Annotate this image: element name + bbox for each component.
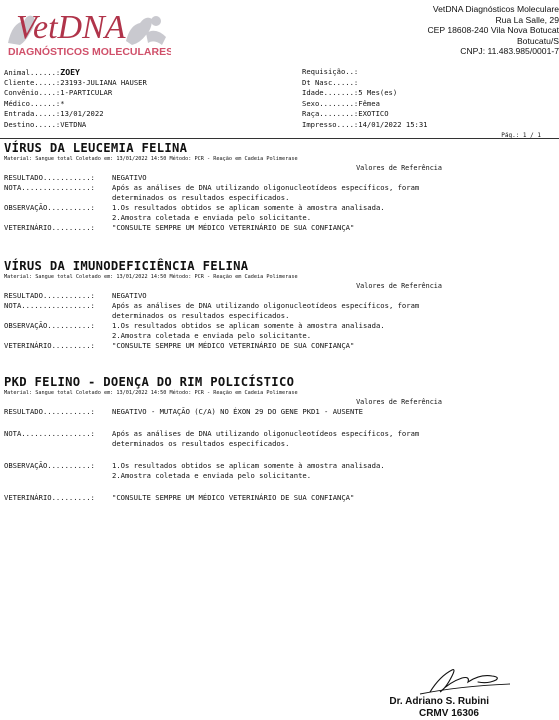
company-line: VetDNA Diagnósticos Moleculare	[432, 4, 559, 14]
section-title: VÍRUS DA LEUCEMIA FELINA	[4, 141, 188, 155]
company-line: Botucatu/S	[516, 35, 559, 46]
vetdna-logo	[6, 3, 171, 59]
patient-field-insurance: Convênio....:1-PARTICULAR	[4, 88, 113, 97]
test-section-fiv	[4, 259, 552, 351]
reference-values-label: Valores de Referência	[356, 398, 442, 406]
section-title: PKD FELINO - DOENÇA DO RIM POLICÍSTICO	[4, 375, 295, 389]
header-divider	[0, 138, 559, 139]
result-row: RESULTADO...........: NEGATIVO	[4, 291, 147, 300]
company-info	[427, 4, 559, 57]
test-section-pkd	[4, 375, 552, 503]
company-line: CNPJ: 11.483.985/0001-7	[460, 46, 559, 57]
doctor-name: Dr. Adriano S. Rubini	[389, 696, 489, 707]
observation-row: OBSERVAÇÃO..........: 1.Os resultados obtidos se aplicam somente à amostra analisada. 2.Amostra coletada e enviada pelo solicitante.	[4, 461, 385, 480]
note-row: NOTA................: Após as análises de DNA utilizando oligonucleotídeos específicos, foram determinados os resultados especificados.	[4, 301, 420, 320]
patient-field-printed: Impresso....:14/01/2022 15:31	[302, 119, 428, 129]
reference-values-label: Valores de Referência	[356, 282, 442, 290]
patient-field-destination: Destino.....:VETDNA	[4, 119, 87, 129]
page-number: Pág.: 1 / 1	[501, 132, 541, 139]
patient-field-doctor: Médico......:*	[4, 98, 65, 108]
observation-row: OBSERVAÇÃO..........: 1.Os resultados obtidos se aplicam somente à amostra analisada. 2.Amostra coletada e enviada pelo solicitante.	[4, 321, 385, 340]
company-line: Rua La Salle, 29	[495, 14, 559, 25]
doctor-crmv: CRMV 16306	[418, 708, 479, 719]
reference-values-label: Valores de Referência	[356, 164, 442, 172]
patient-field-request: Requisição..:	[302, 67, 359, 76]
patient-field-animal: Animal......:ZOEY	[4, 67, 80, 77]
patient-field-birthdate: Dt Nasc.....:	[302, 77, 359, 87]
section-title: VÍRUS DA IMUNODEFICIÊNCIA FELINA	[4, 259, 249, 273]
result-row: RESULTADO...........: NEGATIVO	[4, 173, 147, 182]
logo-brand-text: VetDNA	[16, 9, 126, 46]
veterinarian-row: VETERINÁRIO.........: "CONSULTE SEMPRE UM MÉDICO VETERINÁRIO DE SUA CONFIANÇA"	[4, 223, 355, 232]
patient-info-left	[4, 67, 147, 130]
result-row: RESULTADO...........: NEGATIVO - MUTAÇÃO (C/A) NO ÉXON 29 DO GENE PKD1 - AUSENTE	[4, 407, 363, 416]
patient-field-sex: Sexo........:Fêmea	[302, 98, 380, 108]
observation-row: OBSERVAÇÃO..........: 1.Os resultados obtidos se aplicam somente à amostra analisada. 2.Amostra coletada e enviada pelo solicitante.	[4, 203, 385, 222]
patient-field-breed: Raça........:EXOTICO	[302, 109, 389, 118]
patient-field-entry: Entrada.....:13/01/2022	[4, 109, 104, 118]
logo-graphic	[6, 3, 171, 59]
veterinarian-row: VETERINÁRIO.........: "CONSULTE SEMPRE UM MÉDICO VETERINÁRIO DE SUA CONFIANÇA"	[4, 493, 355, 502]
patient-info-right	[302, 67, 428, 130]
section-meta: Material: Sangue total Coletado em: 13/01/2022 14:50 Método: PCR - Reação em Cadeia Polimerase	[4, 274, 298, 280]
section-meta: Material: Sangue total Coletado em: 13/01/2022 14:50 Método: PCR - Reação em Cadeia Polimerase	[4, 156, 298, 162]
note-row: NOTA................: Após as análises de DNA utilizando oligonucleotídeos específicos, foram determinados os resultados especificados.	[4, 183, 420, 202]
patient-field-age: Idade.......:5 Mes(es)	[302, 88, 398, 97]
logo-tagline-text: DIAGNÓSTICOS MOLECULARES	[8, 46, 171, 58]
company-line: CEP 18608-240 Vila Nova Botucat	[427, 25, 559, 36]
section-meta: Material: Sangue total Coletado em: 13/01/2022 14:50 Método: PCR - Reação em Cadeia Polimerase	[4, 390, 298, 396]
patient-field-client: Cliente.....:23193-JULIANA HAUSER	[4, 77, 147, 87]
signature-graphic	[400, 666, 550, 696]
veterinarian-row: VETERINÁRIO.........: "CONSULTE SEMPRE UM MÉDICO VETERINÁRIO DE SUA CONFIANÇA"	[4, 341, 355, 350]
note-row: NOTA................: Após as análises de DNA utilizando oligonucleotídeos específicos, foram determinados os resultados especificados.	[4, 429, 420, 448]
handwritten-signature-icon	[400, 666, 550, 696]
test-section-felv	[4, 141, 552, 233]
